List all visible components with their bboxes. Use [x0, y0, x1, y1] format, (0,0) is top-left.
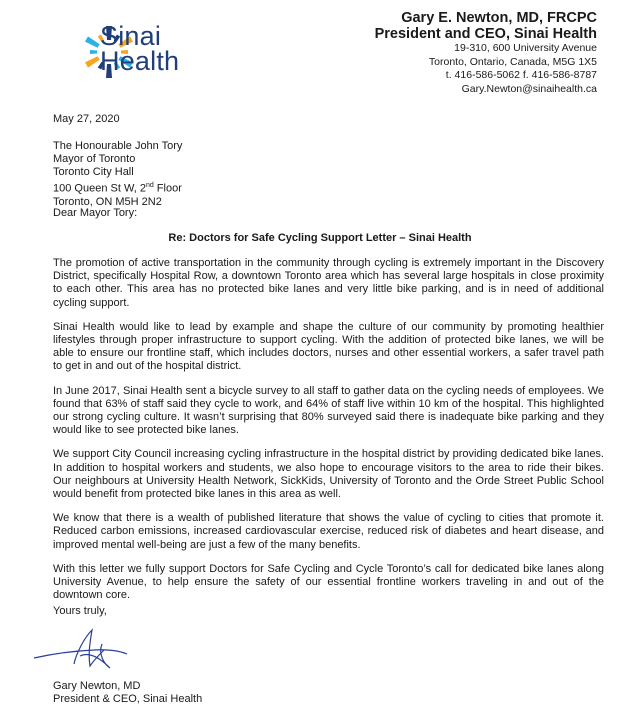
recipient-block — [53, 140, 182, 209]
sender-address-line-2: Toronto, Ontario, Canada, M5G 1X5 — [428, 55, 597, 68]
salutation: Dear Mayor Tory: — [53, 207, 138, 219]
body-paragraph-4: We support City Council increasing cycling infrastructure in the hospital district by providing dedicated bike lanes. In addition to hospital workers and students, we also hope to encourage visitors to the area to ride their bikes. Our neighbours at University Health Network, SickKids, University of Toronto and the Orde Street Public School would benefit from protected bike lanes in this area as well. — [53, 448, 604, 501]
letter-body — [53, 257, 604, 613]
signer-name: Gary Newton, MD — [53, 680, 141, 692]
logo-word-sinai: Sinai — [100, 21, 162, 51]
recipient-line-5: Toronto, ON M5H 2N2 — [53, 195, 162, 208]
logo-wordmark — [100, 21, 180, 76]
sender-title: President and CEO, Sinai Health — [374, 26, 597, 42]
sender-address-line-1: 19-310, 600 University Avenue — [454, 42, 597, 54]
recipient-line-3: Toronto City Hall — [53, 166, 134, 178]
letter-date: May 27, 2020 — [53, 113, 120, 125]
recipient-line-4 — [53, 179, 182, 196]
recipient-line-4-sup: nd — [145, 182, 154, 189]
body-paragraph-5: We know that there is a wealth of published literature that shows the value of cycling to cities that promote it. Reduced carbon emissions, increased cardiovascular exercise, reduced risk of diabetes and heart disease, and improved mental well-being are just a few of the many benefits. — [53, 512, 604, 551]
recipient-line-2: Mayor of Toronto — [53, 153, 136, 165]
sender-name: Gary E. Newton, MD, FRCPC — [401, 10, 597, 26]
signer-block — [53, 680, 202, 706]
recipient-line-1: The Honourable John Tory — [53, 140, 183, 152]
signer-title: President & CEO, Sinai Health — [53, 693, 203, 705]
body-paragraph-6: With this letter we fully support Doctors for Safe Cycling and Cycle Toronto’s call for dedicated bike lanes along University Avenue, to help ensure the safety of our essential frontline workers traveling in and out of the downtown core. — [53, 562, 604, 602]
sender-email: Gary.Newton@sinaihealth.ca — [461, 82, 597, 95]
body-paragraph-1: The promotion of active transportation in the community through cycling is extremely important in the Discovery District, specifically Hospital Row, a downtown Toronto area which has several large hospitals in close proximity to each other. This area has no protected bike lanes and very little bike parking, and is in need of additional cycling support. — [53, 257, 604, 309]
body-paragraph-3: In June 2017, Sinai Health sent a bicycle survey to all staff to gather data on the cycling needs of employees. We found that 63% of staff said they cycle to work, and 64% of staff live within 10 km of the hospital. This highlighted our strong cycling culture. It wasn’t surprising that 80% surveyed said there is inadequate bike parking and they would like to see protected bike lanes. — [53, 384, 604, 437]
body-paragraph-2: Sinai Health would like to lead by example and shape the culture of our community by promoting healthier lifestyles through proper infrastructure to support cycling. With the addition of protected bike lanes, we will be able to ensure our frontline staff, which includes doctors, nurses and other essential workers, a safer travel path to get in and out of the hospital district. — [53, 320, 604, 373]
sender-block — [375, 10, 597, 96]
logo-word-health: Health — [100, 46, 180, 76]
closing: Yours truly, — [53, 605, 107, 617]
subject-line: Re: Doctors for Safe Cycling Support Letter – Sinai Health — [168, 232, 472, 244]
recipient-line-4-text: 100 Queen St W, 2 — [53, 182, 146, 195]
recipient-line-4-end: Floor — [153, 182, 182, 195]
handwritten-signature — [32, 624, 130, 672]
sender-phone-fax: t. 416-586-5062 f. 416-586-8787 — [445, 69, 597, 81]
